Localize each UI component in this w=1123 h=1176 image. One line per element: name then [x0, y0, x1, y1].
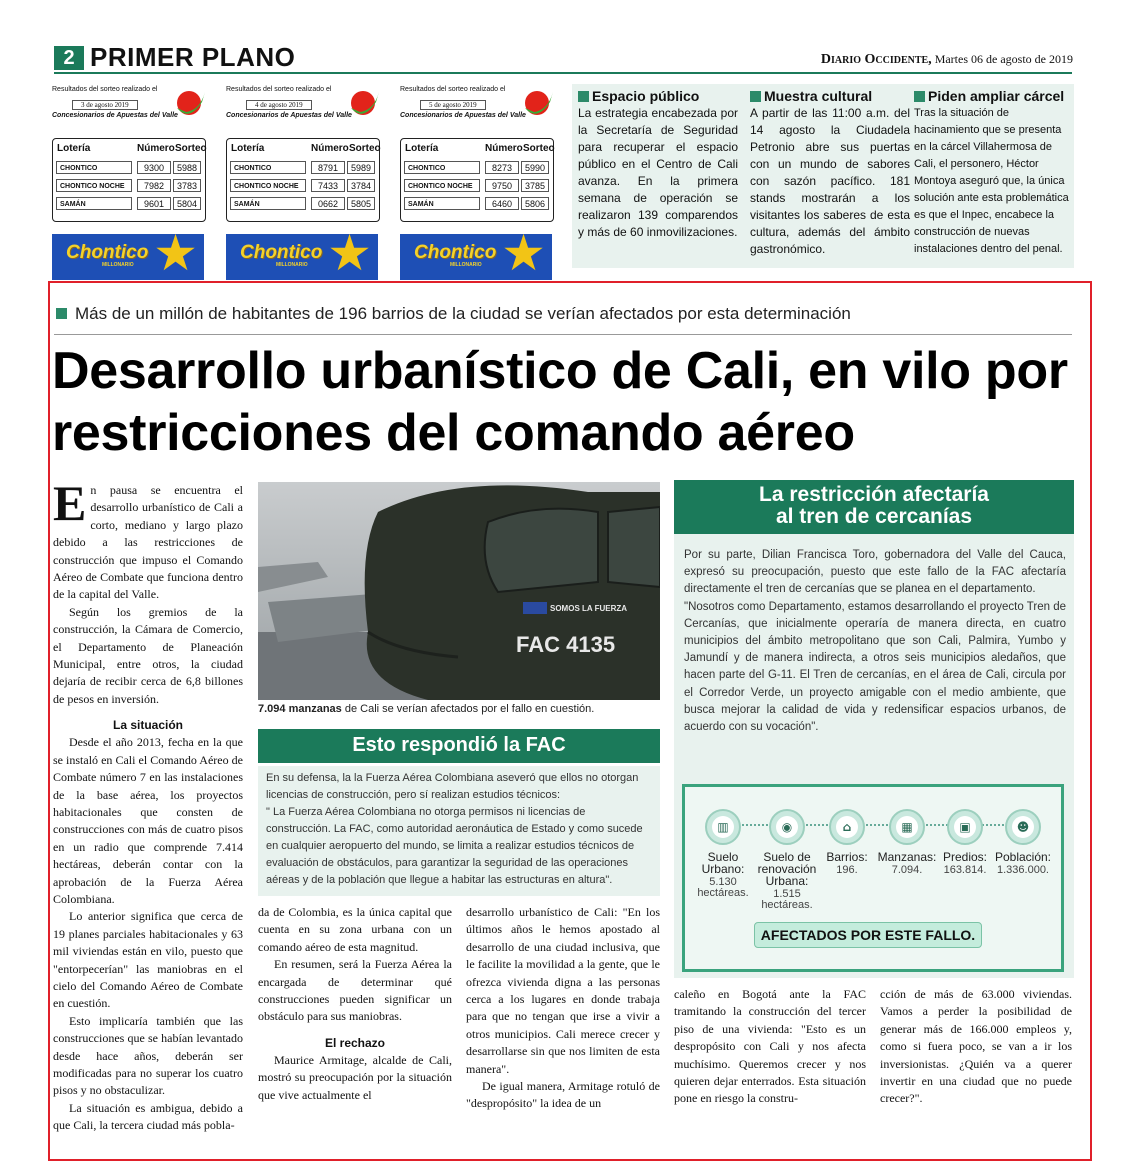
lottery-draw: 5988	[173, 161, 201, 174]
item-value: 196.	[836, 864, 858, 876]
paragraph: Maurice Armitage, alcalde de Cali, mostró su preocupación por la situación que vive actualmente el	[258, 1052, 452, 1102]
magnifier-icon: ◉	[776, 816, 798, 838]
paragraph: Por su parte, Dilian Francisca Toro, gobernadora del Valle del Cauca, expresó su preocupación, puesto que este fallo de la FAC afectaría directamente el tren de cercanías que se planea en el departamento.	[684, 549, 1066, 596]
lottery-number: 7982	[137, 179, 171, 192]
brief-title: Muestra cultural	[764, 88, 873, 104]
lottery-draw: 3785	[521, 179, 549, 192]
brief-title: Espacio público	[592, 88, 700, 104]
photo-label: FAC 4135	[516, 632, 616, 657]
article-column-1	[53, 475, 243, 1135]
banner-brand: Chontico	[414, 242, 497, 263]
subhead: La situación	[112, 718, 183, 733]
col-header-loteria: Lotería	[57, 143, 91, 154]
banner-brand: Chontico	[66, 242, 149, 263]
lottery-draw: 5806	[521, 197, 549, 210]
lottery-row-name: SAMÁN	[230, 197, 306, 210]
paragraph: Desde el año 2013, fecha en la que se instaló en Cali el Comando Aéreo de Combate número 7 en las instalaciones de la base aérea, los proyectos habitacionales que consten de construcciones con más de cuatro pisos en un radio que comprende 7.414 hectáreas, deberán contar con la aprobación de la Fuerza Aérea Colombiana.	[53, 735, 243, 906]
banner-sub: MILLONARIO	[102, 262, 134, 268]
col-header-numero: Número	[485, 143, 523, 154]
item-label: Suelo de renovación Urbana:	[757, 850, 817, 888]
brief-text: La estrategia encabezada por la Secretaría de Seguridad para recuperar el espacio público en el Centro de Cali avanza. En la primera semana de operación se realizaron 139 comparendos y más de 60 inmovilizaciones.	[578, 106, 738, 239]
blocks-icon: ▦	[896, 816, 918, 838]
item-label: Suelo Urbano:	[701, 850, 745, 876]
col-header-sorteo: Sorteo	[523, 143, 555, 154]
lottery-number: 8273	[485, 161, 519, 174]
sidebar-title-line-1: La restricción afectaría	[759, 483, 989, 506]
lottery-date: 5 de agosto 2019	[420, 100, 486, 110]
sidebar-text	[684, 547, 1066, 736]
lottery-draw: 3783	[173, 179, 201, 192]
kicker-rule	[54, 334, 1072, 335]
lottery-number: 9750	[485, 179, 519, 192]
lottery-draw: 5990	[521, 161, 549, 174]
masthead	[821, 52, 1073, 68]
item-value: 163.814.	[943, 864, 987, 876]
lottery-table	[226, 138, 380, 222]
star-icon: ★	[501, 234, 546, 280]
article-column-4	[674, 986, 866, 1108]
article-headline: Desarrollo urbanístico de Cali, en vilo por restricciones del comando aéreo	[52, 342, 1068, 462]
banner-sub: MILLONARIO	[450, 262, 482, 268]
juegos-logo-icon	[172, 88, 206, 122]
bullet-square-icon	[914, 91, 925, 102]
lottery-concession: Concesionarios de Apuestas del Valle	[400, 112, 526, 119]
col-header-loteria: Lotería	[405, 143, 439, 154]
drop-cap: E	[53, 475, 87, 531]
chontico-banner	[52, 234, 204, 280]
infographic-item-poblacion	[985, 809, 1061, 876]
item-label: Barrios:	[826, 850, 868, 864]
lottery-row-name: CHONTICO NOCHE	[56, 179, 132, 192]
people-icon: ☻	[1012, 816, 1034, 838]
paragraph: De igual manera, Armitage rotuló de "despropósito" la idea de un	[466, 1079, 660, 1111]
juegos-logo-icon	[346, 88, 380, 122]
lottery-row-name: CHONTICO	[230, 161, 306, 174]
brief-title: Piden ampliar cárcel	[928, 88, 1065, 104]
star-icon: ★	[327, 234, 372, 280]
brief-text: Tras la situación de hacinamiento que se presenta en la cárcel Villahermosa de Cali, el personero, Héctor Montoya aseguró que, la única solución ante esta problemática es que el Inpec, encabece la construcción de nuevas instalaciones dentro del penal.	[914, 107, 1069, 255]
paragraph: Lo anterior significa que cerca de 19 planes parciales habitacionales y 63 mil viviendas están en vilo, puesto que "entorpecerían" las maniobras en el cielo del Comando Aéreo de Combate en cuestión.	[53, 909, 243, 1011]
lottery-title: Resultados del sorteo realizado el	[52, 86, 158, 93]
item-value: 5.130 hectáreas.	[697, 876, 749, 899]
article-column-3	[466, 904, 660, 1113]
article-column-2	[258, 904, 452, 1104]
lottery-row-name: SAMÁN	[404, 197, 480, 210]
caption-text: de Cali se verían afectados por el fallo en cuestión.	[341, 703, 595, 715]
helicopter-photo	[258, 482, 660, 700]
page-number: 2	[54, 46, 84, 70]
lottery-draw: 5989	[347, 161, 375, 174]
lottery-number: 8791	[311, 161, 345, 174]
paragraph: n pausa se encuentra el desarrollo urbanístico de Cali a corto, mediano y largo plazo debido a las restricciones de construcción que impuso el Comando Aéreo de Combate que funciona dentro de la capital del Valle.	[53, 483, 243, 602]
paragraph: caleño en Bogotá ante la FAC tramitando la construcción del tercer piso de una vivienda: "Esto es un despropósito con Cali y nos afecta muchísimo. Queremos crecer y nos quieren dejar enterrados. Esta situación pone en riesgo la constru-	[674, 987, 866, 1106]
col-header-numero: Número	[137, 143, 175, 154]
banner-sub: MILLONARIO	[276, 262, 308, 268]
lottery-draw: 5804	[173, 197, 201, 210]
lottery-title: Resultados del sorteo realizado el	[226, 86, 332, 93]
lottery-row-name: CHONTICO NOCHE	[230, 179, 306, 192]
building-icon: ▥	[712, 816, 734, 838]
photo-caption	[258, 703, 660, 715]
lottery-number: 7433	[311, 179, 345, 192]
fac-quote: " La Fuerza Aérea Colombiana no otorga permisos ni licencias de construcción. La FAC, como autoridad aeronáutica de Estado y como sucede en cualquier aeropuerto del mundo, se limita a realizar estudios técnicos de evaluación de obstáculos, para garantizar la seguridad de las operaciones aéreas y de la población que llegue a habitar las estructuras en altura".	[266, 806, 643, 886]
header-rule	[54, 72, 1072, 74]
lot-icon: ▣	[954, 816, 976, 838]
photo-badge: SOMOS LA FUERZA	[550, 604, 628, 613]
brief-muestra-cultural	[750, 88, 910, 258]
col-header-loteria: Lotería	[231, 143, 265, 154]
paragraph: da de Colombia, es la única capital que cuenta en su zona urbana con un comando aéreo de esta magnitud.	[258, 905, 452, 954]
item-value: 1.515 hectáreas.	[761, 888, 813, 911]
subhead: El rechazo	[324, 1035, 386, 1050]
lottery-draw: 3784	[347, 179, 375, 192]
banner-brand: Chontico	[240, 242, 323, 263]
article-column-5	[880, 986, 1072, 1108]
lottery-concession: Concesionarios de Apuestas del Valle	[226, 112, 352, 119]
paragraph: En resumen, será la Fuerza Aérea la encargada de determinar qué construcciones pueden significar un obstáculo para sus maniobras.	[258, 957, 452, 1024]
brief-piden-ampliar-carcel	[914, 88, 1070, 258]
bullet-square-icon	[750, 91, 761, 102]
sidebar-title	[674, 480, 1074, 534]
paragraph: Esto implicaría también que las construcciones que se habían levantado desde hace años, deberán ser modificadas para no superar los cuatro pisos y no obstaculizar.	[53, 1013, 243, 1098]
lottery-date: 3 de agosto 2019	[72, 100, 138, 110]
lottery-results-2	[226, 86, 384, 280]
col-header-numero: Número	[311, 143, 349, 154]
item-value: 7.094.	[891, 864, 923, 876]
lottery-number: 9300	[137, 161, 171, 174]
star-icon: ★	[153, 234, 198, 280]
lottery-table	[52, 138, 206, 222]
item-value: 1.336.000.	[997, 864, 1049, 876]
house-icon: ⌂	[836, 816, 858, 838]
lottery-row-name: SAMÁN	[56, 197, 132, 210]
lottery-row-name: CHONTICO	[56, 161, 132, 174]
section-title: PRIMER PLANO	[90, 42, 296, 72]
lottery-results-1	[52, 86, 210, 280]
article-kicker	[56, 304, 851, 324]
item-label: Población:	[994, 850, 1052, 864]
paragraph: cción de más de 63.000 viviendas. Vamos a perder la posibilidad de generar más de 166.000 empleos y, como si fuera poco, se van a ir los inversionistas. ¿Quién va a querer invertir en una ciudad que no puede crecer?".	[880, 987, 1072, 1106]
item-label: Manzanas:	[877, 850, 937, 864]
paragraph: "Nosotros como Departamento, estamos desarrollando el proyecto Tren de Cercanías, que inicialmente operaría de manera directa, en cuatro municipios del ámbito metropolitano que son Cali, Palmira, Yumbo y Jamundí y de manera indirecta, a otros seis municipios aledaños, que hacen parte del G-11. El Tren de cercanías, en el área de Cali, circula por el Corredor Verde, un proyecto amigable con el medio ambiente, que busca mejorar la calidad de vida y redensificar espacios urbanos, de acuerdo con su vocación".	[684, 600, 1066, 734]
paper-name: Diario Occidente,	[820, 52, 932, 67]
chontico-banner	[400, 234, 552, 280]
fac-box	[258, 766, 660, 896]
bullet-square-icon	[56, 308, 67, 319]
sidebar-title-line-2: al tren de cercanías	[775, 505, 973, 528]
lottery-concession: Concesionarios de Apuestas del Valle	[52, 112, 178, 119]
brief-text: A partir de las 11:00 a.m. del 14 agosto la Ciudadela Petronio abre sus puertas con un mundo de sabores con sazón pacífico. 181 stands mostrarán a los visitantes los saberes de esta cultura, además del ámbito gastronómico.	[750, 106, 910, 256]
lottery-number: 9601	[137, 197, 171, 210]
affected-banner: AFECTADOS POR ESTE FALLO.	[754, 922, 982, 948]
news-briefs	[572, 84, 1074, 268]
paragraph: La situación es ambigua, debido a que Cali, la tercera ciudad más pobla-	[53, 1100, 243, 1133]
paragraph: desarrollo urbanístico de Cali: "En los últimos años le hemos apostado al desarrollo de una ciudad inclusiva, que le facilite la movilidad a la gente, que le ofrezca vivienda digna a las personas cerca a los lugares en donde trabaja para que no tengan que irse a vivir a otros municipios. Cali merece crecer y desarrollarse sin que nos limiten de esta manera".	[466, 905, 660, 1076]
lottery-row-name: CHONTICO NOCHE	[404, 179, 480, 192]
lottery-number: 6460	[485, 197, 519, 210]
paragraph: Según los gremios de la construcción, la Cámara de Comercio, el Departamento de Planeación Municipal, entre otros, la ciudad dejaría de recibir cerca de 6,8 billones de pesos en inversión.	[53, 604, 243, 706]
brief-espacio-publico	[578, 88, 738, 241]
lottery-results-3	[400, 86, 558, 280]
item-label: Predios:	[942, 850, 988, 864]
issue-date: Martes 06 de agosto de 2019	[934, 52, 1073, 66]
lottery-title: Resultados del sorteo realizado el	[400, 86, 506, 93]
lottery-number: 0662	[311, 197, 345, 210]
kicker-text: Más de un millón de habitantes de 196 barrios de la ciudad se verían afectados por esta determinación	[75, 304, 851, 323]
lottery-draw: 5805	[347, 197, 375, 210]
bullet-square-icon	[578, 91, 589, 102]
fac-paragraph: En su defensa, la la Fuerza Aérea Colombiana aseveró que ellos no otorgan licencias de construcción, pero sí realizan estudios técnicos:	[266, 772, 639, 801]
fac-box-title: Esto respondió la FAC	[258, 729, 660, 763]
juegos-logo-icon	[520, 88, 554, 122]
lottery-table	[400, 138, 554, 222]
lottery-date: 4 de agosto 2019	[246, 100, 312, 110]
col-header-sorteo: Sorteo	[175, 143, 207, 154]
col-header-sorteo: Sorteo	[349, 143, 381, 154]
lottery-row-name: CHONTICO	[404, 161, 480, 174]
caption-bold: 7.094 manzanas	[258, 703, 342, 715]
chontico-banner	[226, 234, 378, 280]
